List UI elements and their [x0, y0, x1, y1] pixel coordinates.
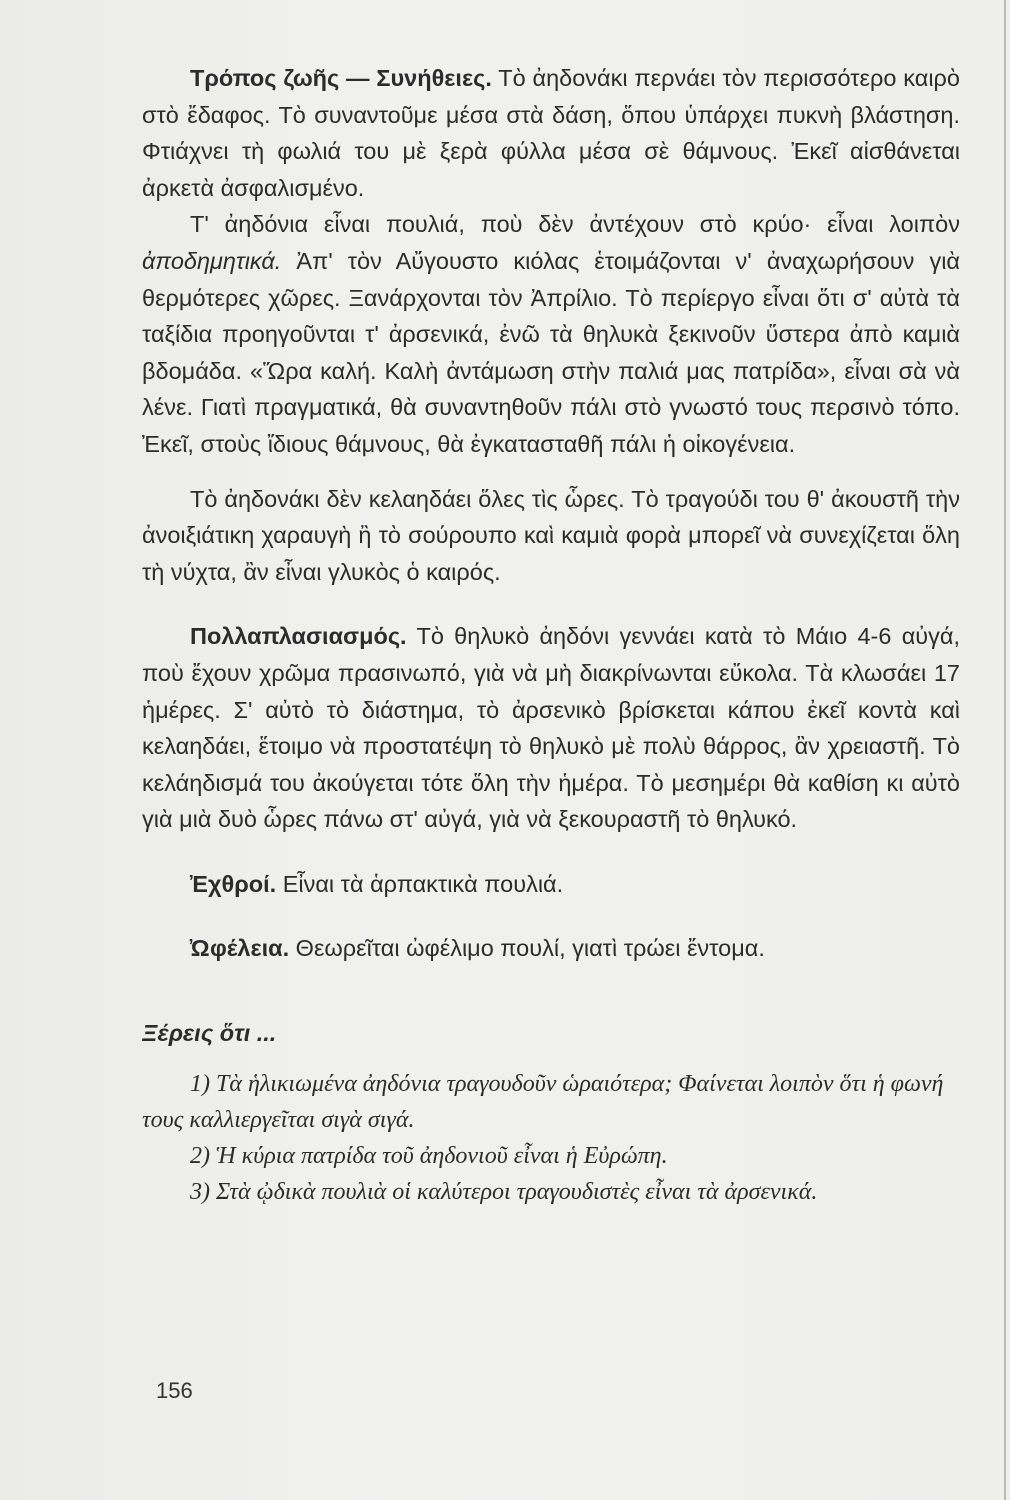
text-benefit: Θεωρεῖται ὠφέλιμο πουλί, γιατὶ τρώει ἔντομα.	[295, 935, 765, 962]
paragraph-song	[142, 481, 960, 591]
text-migration-end: Ἀπ' τὸν Αὔγουστο κιόλας ἑτοιμάζονται ν' ἀναχωρήσουν γιὰ θερμότερες χῶρες. Ξανάρχονται τὸν Ἀπρίλιο. Τὸ περίεργο εἶναι ὅτι σ' αὐτὰ τὰ ταξίδια προηγοῦνται τ' ἀρσενικά, ἐνῶ τὰ θηλυκὰ ξεκινοῦν ὕστερα ἀπὸ καμιὰ βδομάδα. «Ὥρα καλή. Καλὴ ἀντάμωση στὴν παλιά μας πατρίδα», εἶναι σὰ νὰ λένε. Γιατὶ πραγματικά, θὰ συναντηθοῦν πάλι στὸ γνωστό τους περσινὸ τόπο. Ἐκεῖ, στοὺς ἴδιους θάμνους, θὰ ἐγκατασταθῆ πάλι ἡ οἰκογένεια.	[142, 247, 960, 457]
heading-reproduction: Πολλαπλασιασμός.	[190, 623, 407, 650]
heading-enemies: Ἐχθροί.	[190, 870, 277, 897]
paragraph-migration	[142, 206, 960, 462]
text-lifestyle: Τὸ ἀηδονάκι περνάει τὸν περισσότερο καιρὸ στὸ ἔδαφος. Τὸ συναντοῦμε μέσα στὰ δάση, ὅπου ὑπάρχει πυκνὴ βλάστηση. Φτιάχνει τὴ φωλιά του μὲ ξερὰ φύλλα μέσα σὲ θάμνους. Ἐκεῖ αἰσθάνεται ἀρκετὰ ἀσφαλισμένο.	[142, 65, 960, 201]
page-content	[142, 60, 960, 1210]
text-reproduction: Τὸ θηλυκὸ ἀηδόνι γεννάει κατὰ τὸ Μάιο 4-6 αὐγά, ποὺ ἔχουν χρῶμα πρασινωπό, γιὰ νὰ μὴ διακρίνωνται εὔκολα. Τὰ κλωσάει 17 ἡμέρες. Σ' αὐτὸ τὸ διάστημα, τὸ ἀρσενικὸ βρίσκεται κάπου ἐκεῖ κοντὰ καὶ κελαηδάει, ἕτοιμο νὰ προστατέψη τὸ θηλυκὸ μὲ πολὺ θάρρος, ἂν χρειαστῆ. Τὸ κελάηδισμά του ἀκούγεται τότε ὅλη τὴν ἡμέρα. Τὸ μεσημέρι θὰ καθίση κι αὐτὸ γιὰ μιὰ δυὸ ὧρες πάνω στ' αὐγά, γιὰ νὰ ξεκουραστῆ τὸ θηλυκό.	[142, 623, 960, 833]
text-song: Τὸ ἀηδονάκι δὲν κελαηδάει ὅλες τὶς ὧρες. Τὸ τραγούδι του θ' ἀκουστῆ τὴν ἀνοιξιάτικη χαραυγὴ ἢ τὸ σούρουπο καὶ καμιὰ φορὰ μπορεῖ νὰ συνεχίζεται ὅλη τὴ νύχτα, ἂν εἶναι γλυκὸς ὁ καιρός.	[142, 485, 960, 585]
paragraph-reproduction	[142, 618, 960, 838]
paragraph-benefit	[142, 930, 960, 967]
paragraph-lifestyle	[142, 60, 960, 206]
did-you-know-item-1: 1) Τὰ ἡλικιωμένα ἀηδόνια τραγουδοῦν ὡραιότερα; Φαίνεται λοιπὸν ὅτι ἡ φωνή τους καλλιεργεῖται σιγὰ σιγά.	[142, 1070, 944, 1133]
heading-lifestyle: Τρόπος ζωῆς — Συνήθειες.	[190, 65, 492, 91]
did-you-know-item-3: 3) Στὰ ᾠδικὰ πουλιὰ οἱ καλύτεροι τραγουδιστὲς εἶναι τὰ ἀρσενικά.	[190, 1178, 818, 1205]
text-migration-start: Τ' ἀηδόνια εἶναι πουλιά, ποὺ δὲν ἀντέχουν στὸ κρύο· εἶναι λοιπὸν	[190, 211, 960, 238]
page-number: 156	[156, 1378, 193, 1403]
text-migratory-italic: ἀποδημητικά.	[142, 247, 282, 274]
did-you-know-item-2: 2) Ἡ κύρια πατρίδα τοῦ ἀηδονιοῦ εἶναι ἡ Εὐρώπη.	[190, 1142, 668, 1169]
heading-benefit: Ὠφέλεια.	[190, 935, 290, 962]
page-edge	[1004, 0, 1006, 1500]
paragraph-enemies	[142, 866, 960, 903]
text-enemies: Εἶναι τὰ ἁρπακτικὰ πουλιά.	[282, 870, 564, 897]
heading-did-you-know: Ξέρεις ὅτι ...	[142, 1020, 277, 1047]
